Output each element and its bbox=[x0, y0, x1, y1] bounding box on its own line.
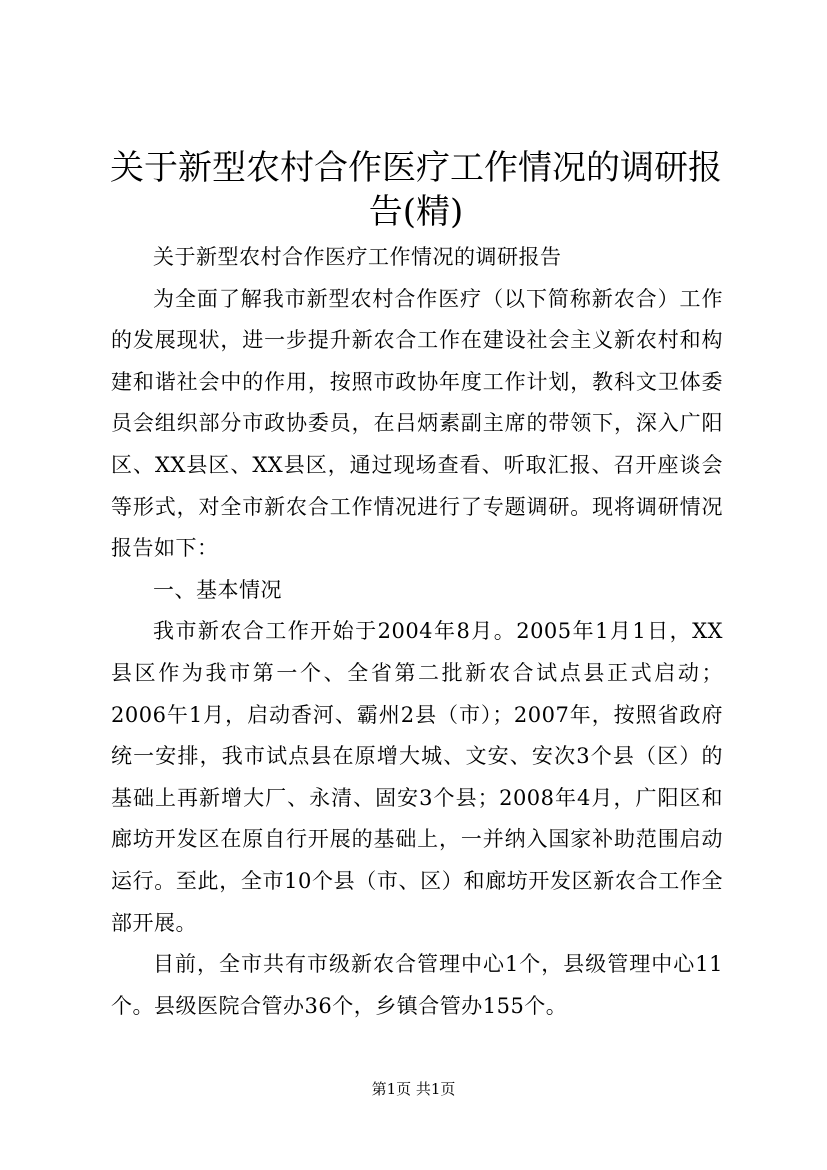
section-heading-basic: 一、基本情况 bbox=[153, 577, 282, 602]
paragraph-subtitle: 关于新型农村合作医疗工作情况的调研报告 bbox=[153, 245, 562, 269]
document-body bbox=[111, 237, 723, 1027]
document-title: 关于新型农村合作医疗工作情况的调研报告(精) bbox=[110, 148, 722, 232]
paragraph-current: 目前，全市共有市级新农合管理中心1个，县级管理中心11个。县级医院合管办36个，乡镇合管办155个。 bbox=[111, 952, 723, 1018]
page-footer: 第1页 共1页 bbox=[371, 1080, 456, 1098]
paragraph-intro: 为全面了解我市新型农村合作医疗（以下简称新农合）工作的发展现状，进一步提升新农合工作在建设社会主义新农村和构建和谐社会中的作用，按照市政协年度工作计划，教科文卫体委员会组织部分市政协委员，在吕炳素副主席的带领下，深入广阳区、XX县区、XX县区，通过现场查看、听取汇报、召开座谈会等形式，对全市新农合工作情况进行了专题调研。现将调研情况报告如下： bbox=[111, 286, 723, 561]
paragraph-history: 我市新农合工作开始于2004年8月。2005年1月1日，XX县区作为我市第一个、全省第二批新农合试点县正式启动；2006午1月，启动香河、霸州2县（市）；2007年，按照省政府统一安排，我市试点县在原增大城、文安、安次3个县（区）的基础上再新增大厂、永清、固安3个县；2008年4月，广阳区和廊坊开发区在原自行开展的基础上，一并纳入国家补助范围启动运行。至此，全市10个县（市、区）和廊坊开发区新农合工作全部开展。 bbox=[111, 619, 723, 935]
